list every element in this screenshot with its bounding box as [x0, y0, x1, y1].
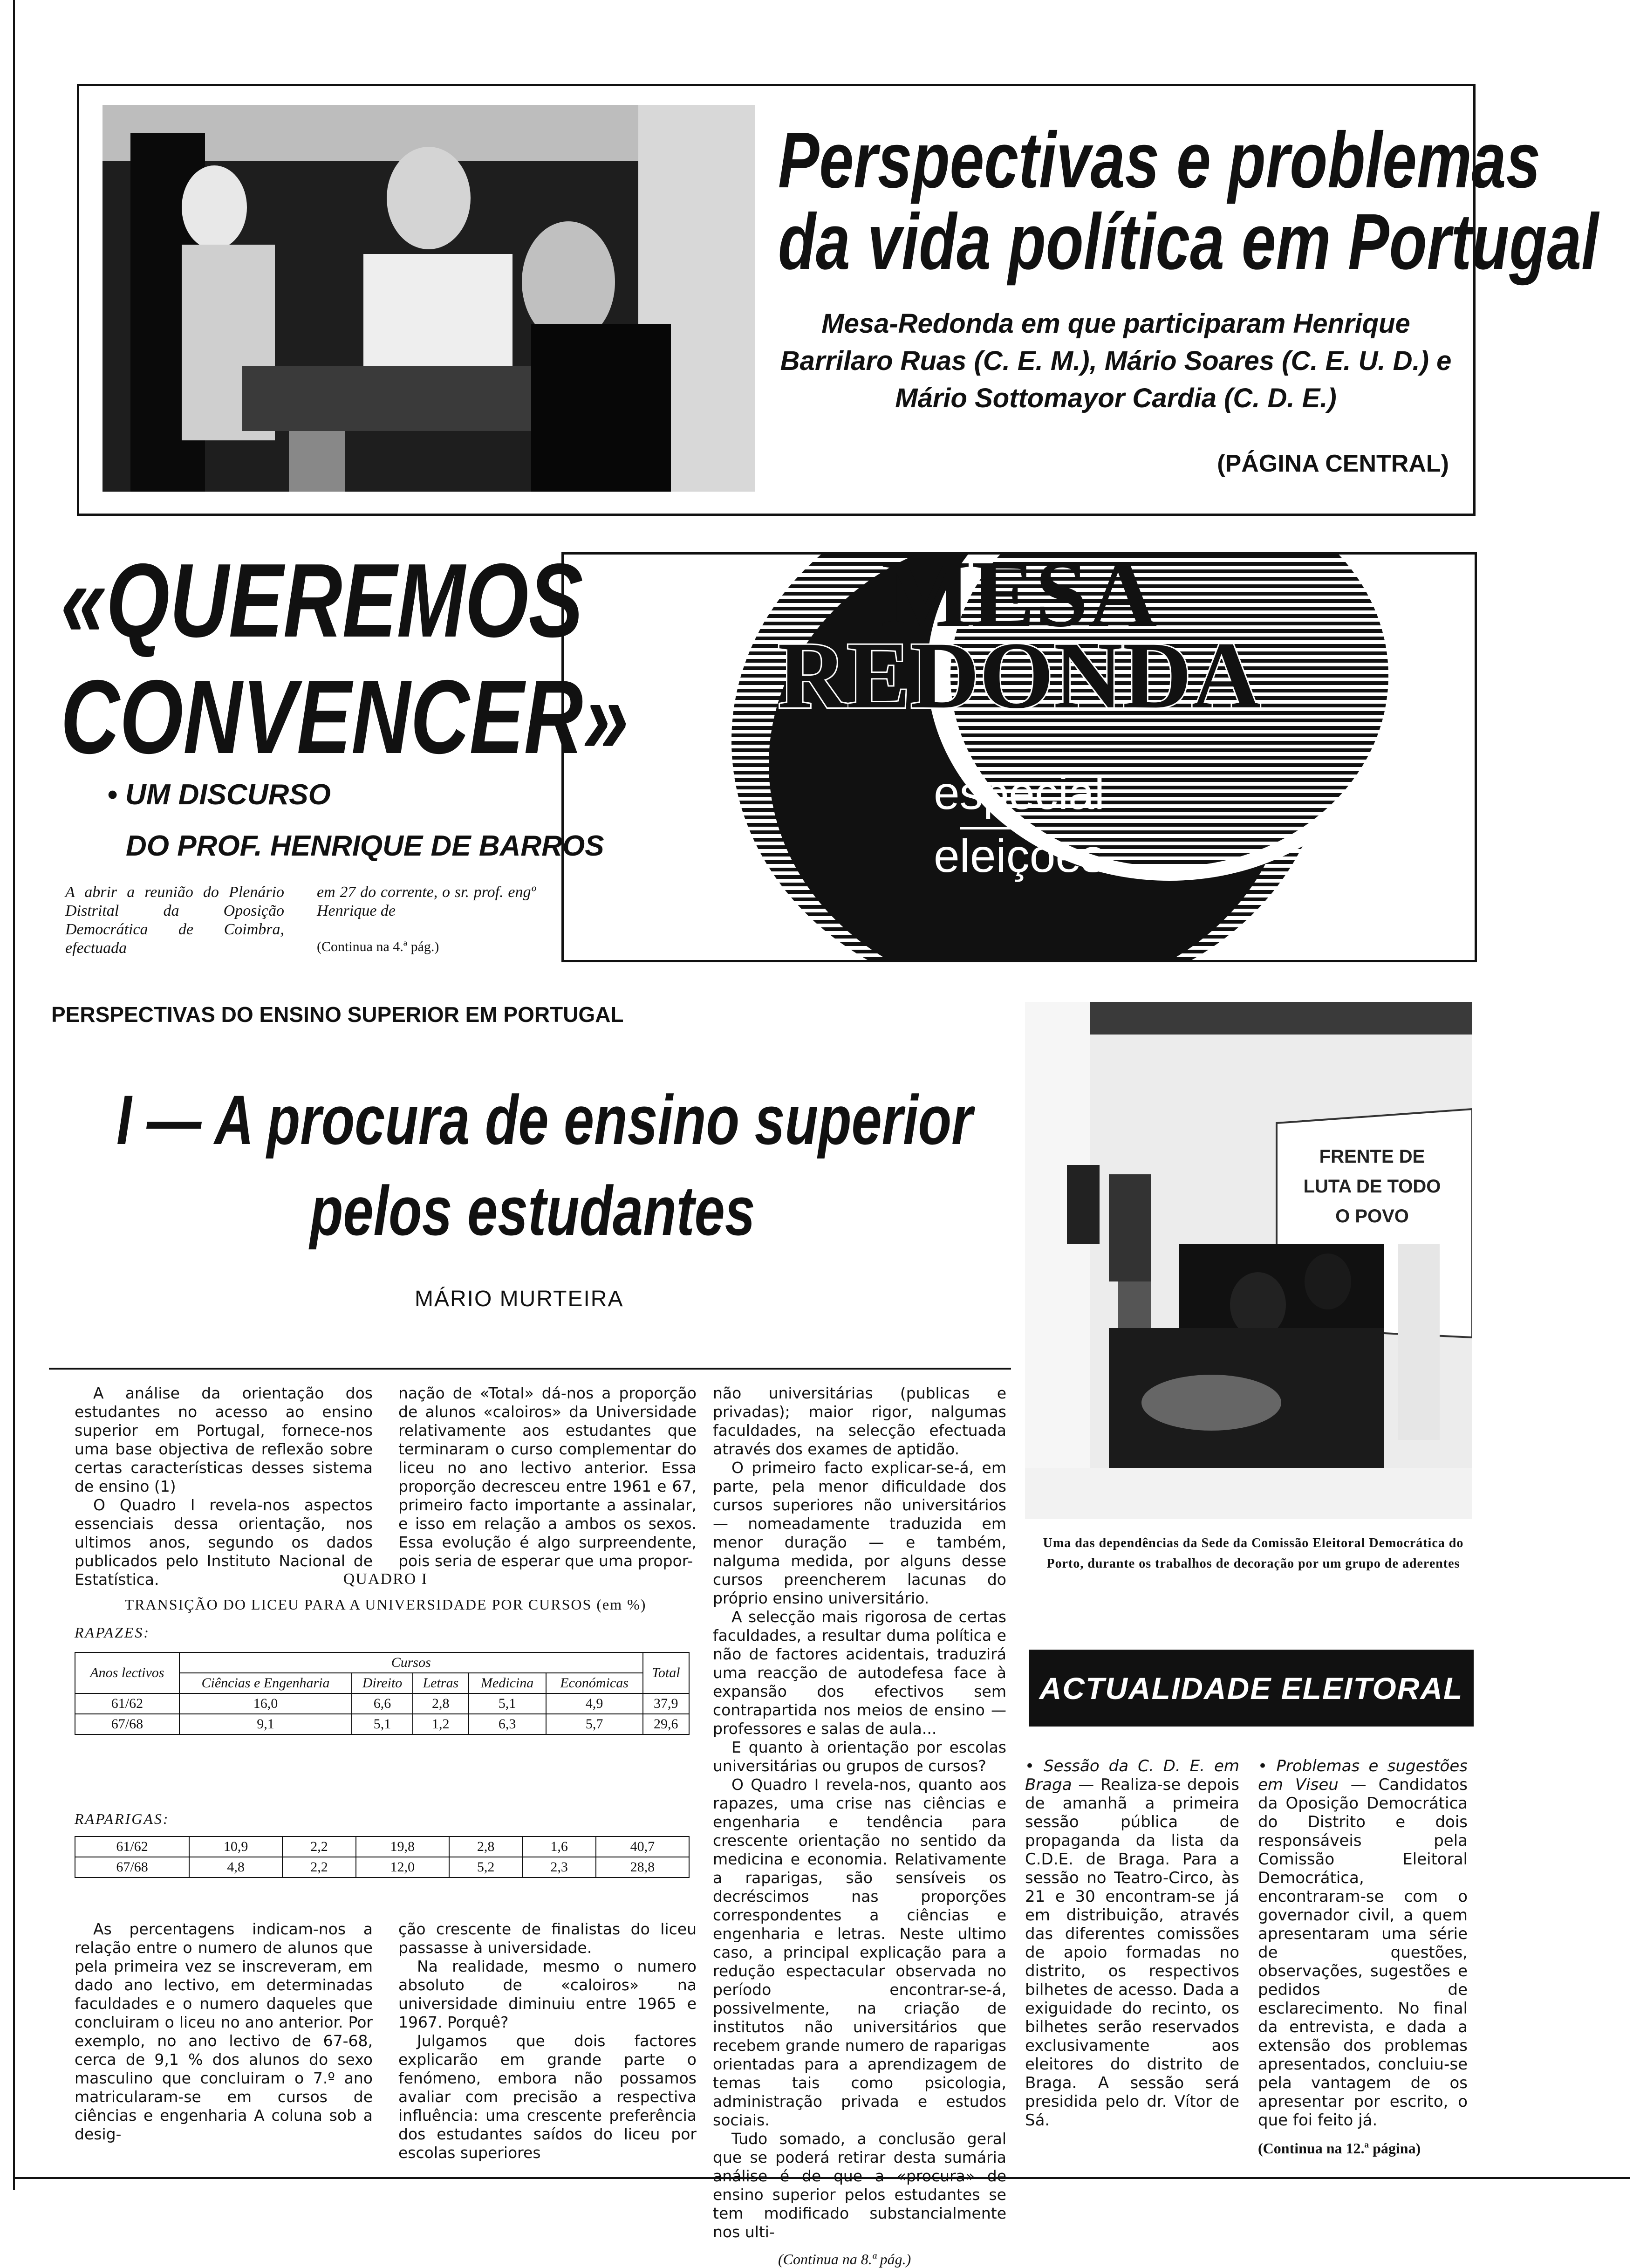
cell-total: 29,6 [643, 1714, 689, 1734]
ensino-col3-p1: não universitárias (publicas e privadas); maior rigor, nalgumas faculdades, na selecção efectuada através dos exames de aptidão. [713, 1384, 1006, 1458]
discurso-lead-right: em 27 do corrente, o sr. prof. engº Henrique de [317, 884, 536, 919]
ensino-bottom-col1 [75, 1920, 373, 2144]
eleitoral-col2 [1258, 1757, 1468, 2158]
logo-line2: REDONDA [778, 623, 1261, 728]
quadro-subtitle: TRANSIÇÃO DO LICEU PARA A UNIVERSIDADE POR CURSOS (em %) [124, 1596, 647, 1613]
cell-val: 2,2 [282, 1857, 356, 1877]
cell-val: 5,1 [352, 1714, 413, 1734]
eleitoral-item2-body: Candidatos da Oposição Democrática do Distrito e dois responsáveis pela Comissão Eleitoral Democrática, encontraram-se com o governador civil, a quem apresentaram uma série de questões, observações, sugestões e pedidos de esclarecimento. No final da entrevista, e dada a extensão dos problemas apresentados, concluiu-se pela vantagem de os apresentar por escrito, o que foi feito já. [1258, 1775, 1468, 2130]
discurso-continue: (Continua na 4.ª pág.) [317, 939, 439, 954]
logo-line1: MESA [881, 552, 1157, 647]
discurso-title-line1: «QUEREMOS [61, 541, 583, 659]
eleitoral-item1-title: • Sessão da C. D. E. em Braga — [1025, 1757, 1239, 1794]
th-course-4: Económicas [546, 1673, 643, 1693]
page-left-rule [13, 0, 15, 2190]
cell-val: 2,2 [282, 1836, 356, 1857]
ensino-col3 [713, 1384, 1006, 2241]
cell-val: 4,9 [546, 1693, 643, 1714]
cell-total: 37,9 [643, 1693, 689, 1714]
ensino-col1-p2: O Quadro I revela-nos aspectos essenciais dessa orientação, nos ultimos anos, segundo os dados publicados pelo Instituto Nacional de Estatística. [75, 1496, 373, 1589]
ensino-title-line2: pelos estudantes [310, 1172, 755, 1250]
th-course-2: Letras [413, 1673, 469, 1693]
ensino-bottom-c2-p3: Julgamos que dois factores explicarão em grande parte o fenómeno, embora não possamos avaliar com precisão a respectiva influência: uma crescente preferência dos estudantes saídos do liceu por escolas superiores [398, 2032, 697, 2162]
cell-val: 6,3 [469, 1714, 546, 1734]
cell-val: 5,1 [469, 1693, 546, 1714]
ensino-col3-p5: O Quadro I revela-nos, quanto aos rapazes, uma crise nas ciências e engenharia e tendência para crescente orientação no sentido da medicina e economia. Relativamente a raparigas, são sensíveis os decréscimos nas proporções correspondentes a ciências e engenharia e letras. Neste ultimo caso, a principal explicação para a redução espectacular observada no período encontrar-se-á, possivelmente, na criação de institutos não universitários que recebem grande numero de raparigas orientadas para a aprendizagem de temas tais como psicologia, administração privada e estudos sociais. [713, 1775, 1006, 2129]
cell-val: 2,8 [413, 1693, 469, 1714]
discurso-kicker-line2: DO PROF. HENRIQUE DE BARROS [126, 830, 604, 862]
quadro-title: QUADRO I [343, 1570, 428, 1588]
eleitoral-header-text: ACTUALIDADE ELEITORAL [1039, 1671, 1463, 1706]
ensino-col2-p1: nação de «Total» dá-nos a proporção de alunos «caloiros» da Universidade relativamente aos estudantes que terminaram o curso complementar do liceu no ano lectivo anterior. Essa proporção decresceu entre 1961 e 67, primeiro facto importante a assinalar, e isso em relação a ambos os sexos. Essa evolução é algo surpreendente, pois seria de esperar que uma propor- [398, 1384, 697, 1570]
cell-val: 19,8 [356, 1836, 449, 1857]
ensino-author: MÁRIO MURTEIRA [415, 1287, 624, 1311]
ensino-bottom-c2-p1: ção crescente de finalistas do liceu passasse à universidade. [398, 1920, 697, 1957]
ensino-title-line1: I — A procura de ensino superior [116, 1081, 973, 1159]
cell-val: 9,1 [179, 1714, 352, 1734]
ensino-col1-p1: A análise da orientação dos estudantes no acesso ao ensino superior em Portugal, fornece-nos uma base objectiva de reflexão sobre certas características desses sistema de ensino (1) [75, 1384, 373, 1495]
th-cursos: Cursos [179, 1652, 643, 1673]
top-story-photo [102, 105, 755, 492]
discurso-title-line2: CONVENCER» [61, 658, 629, 775]
top-story-title-line1: Perspectivas e problemas [778, 116, 1541, 205]
cell-val: 12,0 [356, 1857, 449, 1877]
cell-total: 40,7 [596, 1836, 689, 1857]
cell-val: 5,2 [449, 1857, 523, 1877]
cell-ano: 61/62 [75, 1836, 189, 1857]
cell-val: 16,0 [179, 1693, 352, 1714]
quadro-raparigas-table [75, 1836, 690, 1878]
ensino-bottom-col2 [398, 1920, 697, 2162]
discurso-lead-left: A abrir a reunião do Plenário Distrital da Oposição Democrática de Coimbra, efectuada [65, 884, 284, 957]
quadro-raparigas-label: RAPARIGAS: [75, 1810, 170, 1827]
cell-ano: 67/68 [75, 1714, 179, 1734]
ensino-top-rule [49, 1368, 1011, 1370]
eleitoral-header [1029, 1650, 1474, 1727]
eleitoral-item2-title: • Problemas e sugestões em Viseu — [1258, 1757, 1468, 1794]
discurso-kicker-line1: • UM DISCURSO [107, 779, 331, 811]
sede-banner: FRENTE DE LUTA DE TODO O POVO [1303, 1146, 1441, 1227]
th-total: Total [643, 1652, 689, 1693]
mesa-redonda-logo [561, 552, 1477, 962]
cell-val: 2,8 [449, 1836, 523, 1857]
cell-val: 10,9 [189, 1836, 282, 1857]
ensino-bottom-c1: As percentagens indicam-nos a relação entre o numero de alunos que pela primeira vez se inscreveram, em dado ano lectivo, em determinadas faculdades e o numero daqueles que concluiram o liceu no ano anterior. Por exemplo, no ano lectivo de 67-68, cerca de 9,1 % dos alunos do sexo masculino que concluiram o 7.º ano matricularam-se em cursos de ciências e engenharia A coluna sob a desig- [75, 1920, 373, 2143]
ensino-col2 [398, 1384, 697, 1570]
cell-val: 4,8 [189, 1857, 282, 1877]
ensino-section-label: PERSPECTIVAS DO ENSINO SUPERIOR EM PORTUGAL [51, 1002, 624, 1027]
th-course-3: Medicina [469, 1673, 546, 1693]
sede-photo-caption: Uma das dependências da Sede da Comissão Eleitoral Democrática do Porto, durante os trabalhos de decoração por um grupo de aderentes [1043, 1536, 1464, 1571]
ensino-col3-p6: Tudo somado, a conclusão geral que se poderá retirar desta sumária análise é de que a «procura» de ensino superior pelos estudantes se tem modificado substancialmente nos ulti- [713, 2130, 1006, 2241]
ensino-col3-p3: A selecção mais rigorosa de certas faculdades, a resultar duma política e não de factores acidentais, traduzirá uma reacção de autodefesa face à expansão dos efectivos sem contrapartida nos meios de ensino — professores e salas de aula... [713, 1608, 1006, 1738]
quadro-rapazes-table [75, 1652, 690, 1735]
quadro-rapazes-label: RAPAZES: [75, 1624, 150, 1641]
cell-ano: 61/62 [75, 1693, 179, 1714]
cell-val: 5,7 [546, 1714, 643, 1734]
ensino-bottom-c2-p2: Na realidade, mesmo o numero absoluto de «caloiros» na universidade diminuiu entre 1965 e 1967. Porquê? [398, 1957, 697, 2031]
table-row [75, 1693, 689, 1714]
logo-sub1: especial [934, 767, 1105, 819]
ensino-col3-p2: O primeiro facto explicar-se-á, em parte, pela menor dificuldade dos cursos superiores não universitários — nomeadamente traduzida em menor duração — e também, nalguma medida, por alguns desse cursos preencherem lacunas do próprio ensino universitário. [713, 1459, 1006, 1607]
cell-ano: 67/68 [75, 1857, 189, 1877]
cell-val: 1,2 [413, 1714, 469, 1734]
top-story-page-ref: (PÁGINA CENTRAL) [1217, 450, 1449, 477]
ensino-col3-p4: E quanto à orientação por escolas universitárias ou grupos de cursos? [713, 1738, 1006, 1775]
eleitoral-col1 [1025, 1757, 1239, 2130]
eleitoral-item1-body: Realiza-se depois de amanhã a primeira sessão pública de propaganda da lista da C.D.E. de Braga. Para a sessão no Teatro-Circo, às 21 e 30 encontram-se já em distribuição, através das diferentes comissões de apoio formadas no distrito, os respectivos bilhetes de acesso. Dada a exiguidade do recinto, os bilhetes serão reservados exclusivamente aos eleitores do distrito de Braga. A sessão será presidida pelo dr. Vítor de Sá. [1025, 1775, 1239, 2130]
eleitoral-continue: (Continua na 12.ª página) [1258, 2140, 1421, 2157]
th-anos: Anos lectivos [75, 1652, 179, 1693]
cell-val: 1,6 [522, 1836, 596, 1857]
panel-photo-illustration [102, 105, 755, 492]
cell-val: 2,3 [522, 1857, 596, 1877]
th-course-0: Ciências e Engenharia [179, 1673, 352, 1693]
top-story-title-line2: da vida política em Portugal [778, 198, 1599, 286]
th-course-1: Direito [352, 1673, 413, 1693]
table-row [75, 1714, 689, 1734]
table-row [75, 1836, 689, 1857]
sede-photo-illustration [1025, 1002, 1472, 1519]
sede-photo [1025, 1002, 1472, 1519]
top-story-subtitle: Mesa-Redonda em que participaram Henrique Barrilaro Ruas (C. E. M.), Mário Soares (C. E. U. D.) e Mário Sottomayor Cardia (C. D. E.) [780, 308, 1452, 413]
ensino-col3-continue: (Continua na 8.ª pág.) [778, 2251, 911, 2268]
cell-total: 28,8 [596, 1857, 689, 1877]
logo-sub2: eleições [934, 830, 1105, 882]
ensino-col1 [75, 1384, 373, 1589]
cell-val: 6,6 [352, 1693, 413, 1714]
table-row [75, 1857, 689, 1877]
top-story-box [77, 84, 1599, 516]
